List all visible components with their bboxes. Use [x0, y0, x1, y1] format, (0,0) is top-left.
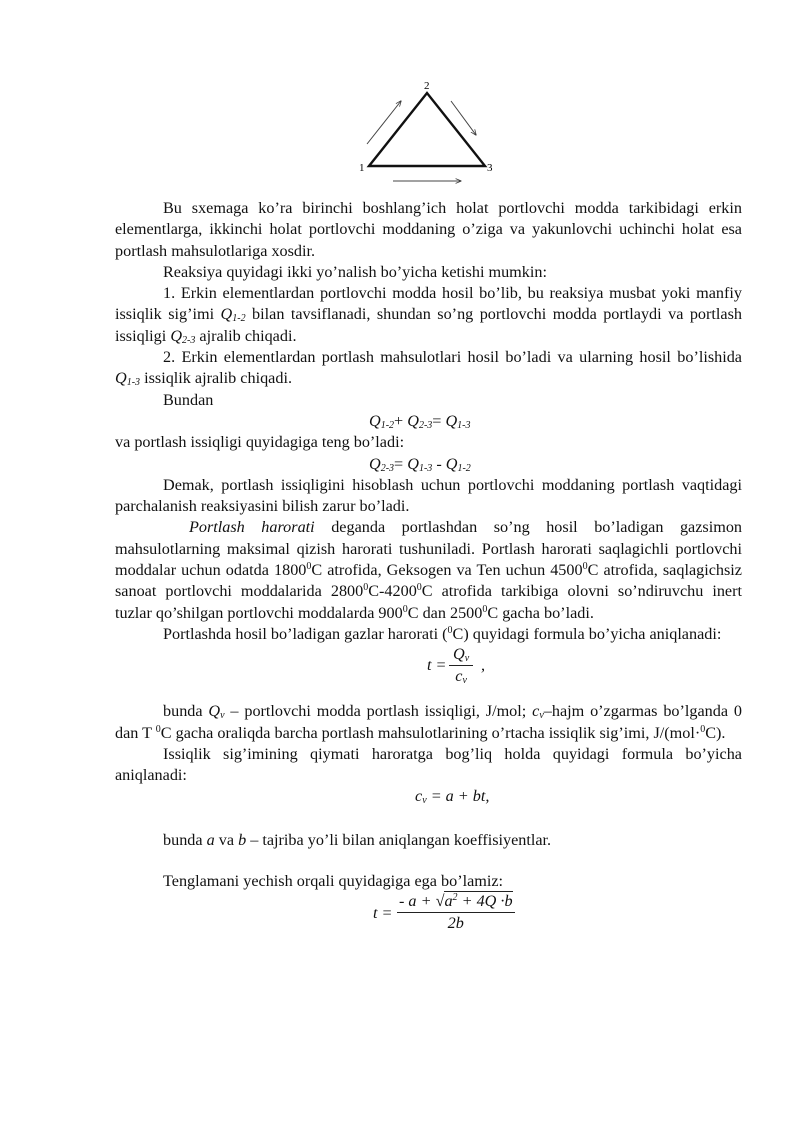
fraction-solution: $\frac{- a + √a^2 + 4Q \cdot b}{2b}$: [399, 892, 513, 933]
equation-sum: $Q_{1-2}+ Q_{2-3}= Q_{1-3}$: [369, 411, 471, 431]
paragraph-direction-1: 1. Erkin elementlardan portlovchi modda hosil bo’lib, bu reaksiya musbat yoki manfiy issiqlik sig’imi $Q_{1-2}$ bilan tavsiflanadi, shundan so’ng portlovchi modda portlaydi va portlash issiqligi $Q_{2-3}$ ajralib chiqadi.: [115, 284, 742, 346]
formula-heat-capacity: $c_v = a$ + bt,: [415, 787, 490, 807]
triangle-svg: [355, 72, 505, 192]
paragraph-heat-capacity: Issiqlik sig’imining qiymati haroratga bog’liq holda quyidagi formula bo’yicha aniqlanadi:: [115, 744, 742, 785]
paragraph-bundan: Bundan: [163, 390, 214, 409]
fraction-qv-cv: $\frac{Q_v}{c_v}$: [449, 645, 473, 686]
state-triangle-diagram: [355, 72, 505, 192]
paragraph-scheme: Bu sxemaga ko’ra birinchi boshlang’ich holat portlovchi modda tarkibidagi erkin elementlarga, ikkinchi holat portlovchi moddaning o’ziga va yakunlovchi uchinchi holat esa portlash mahsulotlariga xosdir.: [115, 199, 742, 260]
vertex-label-3: 3: [487, 162, 493, 174]
sqrt-sign: √: [435, 892, 445, 911]
vertex-label-2: 2: [424, 80, 430, 92]
paragraph-where-qv: bunda $Q_v$ – portlovchi modda portlash issiqligi, J/mol; $c_v$–hajm o’zgarmas bo’lganda 0 dan T $^0$C gacha oraliqda barcha portlash mahsulotlarining o’rtacha issiqlik sig’imi, J/(mol·$^0$C).: [115, 702, 742, 742]
arrow-2-3: [451, 101, 476, 135]
formula-temperature: t = $\frac{Q_v}{c_v}$ ,: [427, 645, 486, 687]
vertex-label-1: 1: [359, 162, 365, 174]
paragraph-solution: Tenglamani yechish orqali quyidagiga ega bo’lamiz:: [163, 872, 504, 891]
equation-difference: $Q_{2-3}= Q_{1-3} - Q_{1-2}$: [369, 454, 471, 474]
formula-solution: t = $\frac{- a + √a^2 + 4Q \cdot b}{2b}$: [373, 892, 513, 933]
paragraph-conclusion: Demak, portlash issiqligini hisoblash uchun portlovchi moddaning portlash vaqtidagi parchalanish reaksiyasini bilish zarur bo’ladi.: [115, 475, 742, 516]
paragraph-coefficients: bunda a va b – tajriba yo’li bilan aniqlangan koeffisiyentlar.: [163, 830, 552, 849]
paragraph-direction-2: 2. Erkin elementlardan portlash mahsulotlari hosil bo’ladi va ularning hosil bo’lishida $Q_{1-3}$ issiqlik ajralib chiqadi.: [115, 348, 742, 389]
triangle-shape: [369, 93, 485, 166]
body-text: [115, 198, 742, 942]
paragraph-gas-temperature: Portlashda hosil bo’ladigan gazlar harorati ($^0$C) quyidagi formula bo’yicha aniqlanadi:: [163, 624, 722, 643]
paragraph-explosion-temperature: Portlash harorati deganda portlashdan so’ng hosil bo’ladigan gazsimon mahsulotlarning maksimal qizish harorati tushuniladi. Portlash harorati saqlagichli portlovchi moddalar uchun odatda 1800$^0$C atrofida, Geksogen va Ten uchun 4500$^0$C atrofida, saqlagichsiz sanoat portlovchi moddalarida 2800$^0$C-4200$^0$C atrofida tarkibiga olovni so’ndiruvchu inert tuzlar qo’shilgan portlovchi moddalarda $900^0C$ dan 2500$^0$C gacha bo’ladi.: [115, 518, 743, 622]
paragraph-directions: Reaksiya quyidagi ikki yo’nalish bo’yicha ketishi mumkin:: [163, 262, 547, 281]
arrow-1-2: [367, 101, 401, 144]
paragraph-heat: va portlash issiqligi quyidagiga teng bo’ladi:: [115, 433, 405, 452]
